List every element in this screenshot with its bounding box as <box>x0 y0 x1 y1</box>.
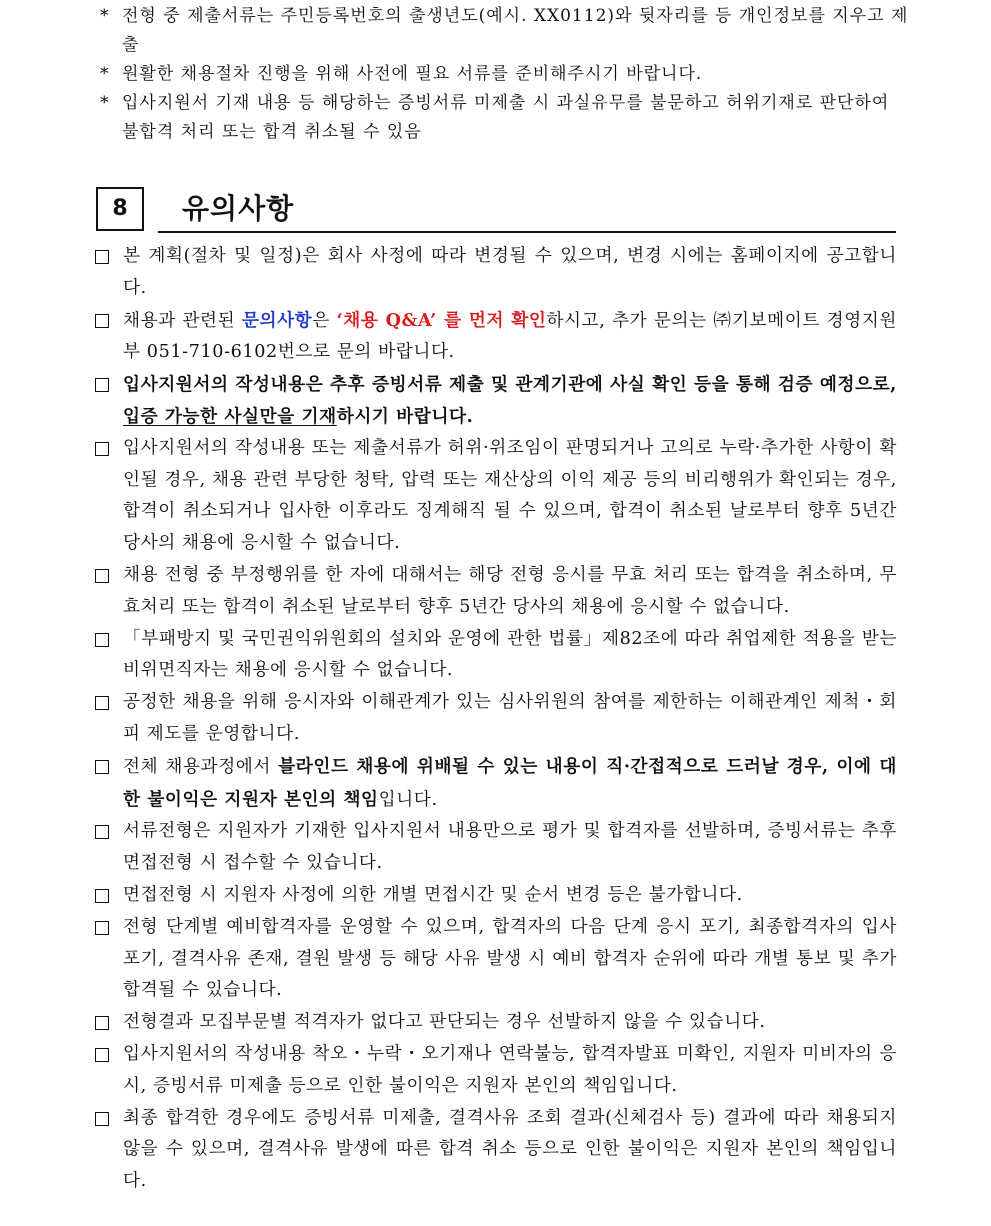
note-item <box>100 60 910 89</box>
item-text: 하시기 바랍니다. <box>336 405 474 427</box>
note-text: 전형 중 제출서류는 주민등록번호의 출생년도(예시. XX0112)와 뒷자리를 등 개인정보를 지우고 제출 <box>122 6 909 55</box>
list-item <box>95 369 897 433</box>
list-item <box>95 912 897 1007</box>
checkbox-square-icon <box>95 696 109 710</box>
list-item <box>95 751 897 817</box>
asterisk-marker: * <box>100 93 110 113</box>
checkbox-square-icon <box>95 889 109 903</box>
item-text: 면접전형 시 지원자 사정에 의한 개별 면접시간 및 순서 변경 등은 불가합니다. <box>123 884 743 905</box>
notes-block <box>100 2 910 147</box>
list-item <box>95 624 897 688</box>
notice-list <box>95 241 897 1198</box>
item-text: 입사지원서의 작성내용 착오・누락・오기재나 연락불능, 합격자발표 미확인, 지원자 미비자의 응시, 증빙서류 미제출 등으로 인한 불이익은 지원자 본인의 책임입니다. <box>123 1043 897 1096</box>
item-text: 「부패방지 및 국민권익위원회의 설치와 운영에 관한 법률」제82조에 따라 취업제한 적용을 받는 비위면직자는 채용에 응시할 수 없습니다. <box>123 628 897 681</box>
checkbox-square-icon <box>95 314 109 328</box>
list-item <box>95 1007 897 1039</box>
note-text: 원활한 채용절차 진행을 위해 사전에 필요 서류를 준비해주시기 바랍니다. <box>122 64 703 84</box>
checkbox-square-icon <box>95 760 109 774</box>
section-title: 유의사항 <box>182 192 295 225</box>
item-text: 서류전형은 지원자가 기재한 입사지원서 내용만으로 평가 및 합격자를 선발하며, 증빙서류는 추후 면접전형 시 접수할 수 있습니다. <box>123 821 897 874</box>
checkbox-square-icon <box>95 825 109 839</box>
note-item <box>100 89 910 147</box>
list-item <box>95 241 897 305</box>
list-item <box>95 560 897 624</box>
item-text: 하시고, 추가 문의는 ㈜기보메이트 경영지원부 051-710-6102번으로 문의 바랍니다. <box>123 310 897 363</box>
item-text: 입사지원서의 작성내용 또는 제출서류가 허위·위조임이 판명되거나 고의로 누락·추가한 사항이 확인될 경우, 채용 관련 부당한 청탁, 압력 또는 재산상의 이익 제공 등의 비리행위가 확인되는 경우, 합격이 취소되거나 입사한 이후라도 징계해직 될 수 있으며, 합격이 취소된 날로부터 향후 5년간 당사의 채용에 응시할 수 없습니다. <box>123 437 897 554</box>
list-item <box>95 880 897 912</box>
item-text: 전형 단계별 예비합격자를 운영할 수 있으며, 합격자의 다음 단계 응시 포기, 최종합격자의 입사 포기, 결격사유 존재, 결원 발생 등 해당 사유 발생 시 예비 합격자 순위에 따라 개별 통보 및 추가 합격될 수 있습니다. <box>123 916 897 1001</box>
checkbox-square-icon <box>95 1016 109 1030</box>
section-heading <box>96 187 896 235</box>
checkbox-square-icon <box>95 378 109 392</box>
list-item <box>95 305 897 370</box>
item-text: 채용과 관련된 <box>123 310 242 331</box>
list-item <box>95 816 897 880</box>
qna-highlight: ‘채용 Q&A’ 를 먼저 확인 <box>336 309 547 331</box>
item-text: 은 <box>312 310 337 331</box>
list-item <box>95 1103 897 1198</box>
asterisk-marker: * <box>100 64 110 84</box>
item-text: 최종 합격한 경우에도 증빙서류 미제출, 결격사유 조회 결과(신체검사 등) 결과에 따라 채용되지 않을 수 있으며, 결격사유 발생에 따른 합격 취소 등으로 인한 불이익은 지원자 본인의 책임입니다. <box>123 1107 897 1192</box>
checkbox-square-icon <box>95 921 109 935</box>
item-text: 채용 전형 중 부정행위를 한 자에 대해서는 해당 전형 응시를 무효 처리 또는 합격을 취소하며, 무효처리 또는 합격이 취소된 날로부터 향후 5년간 당사의 채용에 응시할 수 없습니다. <box>123 564 897 617</box>
underlined-emphasis: 입증 가능한 사실만을 기재 <box>123 405 337 427</box>
item-text: 전형결과 모집부문별 적격자가 없다고 판단되는 경우 선발하지 않을 수 있습니다. <box>123 1012 766 1033</box>
note-item <box>100 2 910 60</box>
bold-emphasis: 블라인드 채용에 위배될 수 있는 내용이 직·간접적으로 드러날 경우, 이에 대한 불이익은 지원자 본인의 책임 <box>123 755 897 810</box>
checkbox-square-icon <box>95 442 109 456</box>
item-text: 본 계획(절차 및 일정)은 회사 사정에 따라 변경될 수 있으며, 변경 시에는 홈페이지에 공고합니다. <box>123 246 897 298</box>
item-text: 입사지원서의 작성내용은 추후 증빙서류 제출 및 관계기관에 사실 확인 등을 통해 검증 예정으로, <box>123 374 897 396</box>
asterisk-marker: * <box>100 6 110 26</box>
checkbox-square-icon <box>95 633 109 647</box>
item-text: 전체 채용과정에서 <box>123 756 279 777</box>
item-text: 공정한 채용을 위해 응시자와 이해관계가 있는 심사위원의 참여를 제한하는 이해관계인 제척・회피 제도를 운영합니다. <box>123 692 897 744</box>
inquiry-highlight: 문의사항 <box>241 309 313 331</box>
checkbox-square-icon <box>95 1112 109 1126</box>
item-text: 입니다. <box>378 789 438 810</box>
list-item <box>95 433 897 560</box>
checkbox-square-icon <box>95 250 109 264</box>
checkbox-square-icon <box>95 1048 109 1062</box>
list-item <box>95 1039 897 1103</box>
checkbox-square-icon <box>95 569 109 583</box>
note-text: 입사지원서 기재 내용 등 해당하는 증빙서류 미제출 시 과실유무를 불문하고 허위기재로 판단하여 불합격 처리 또는 합격 취소될 수 있음 <box>122 93 890 142</box>
list-item <box>95 687 897 751</box>
section-underline <box>158 231 896 233</box>
section-number-box: 8 <box>96 187 144 231</box>
